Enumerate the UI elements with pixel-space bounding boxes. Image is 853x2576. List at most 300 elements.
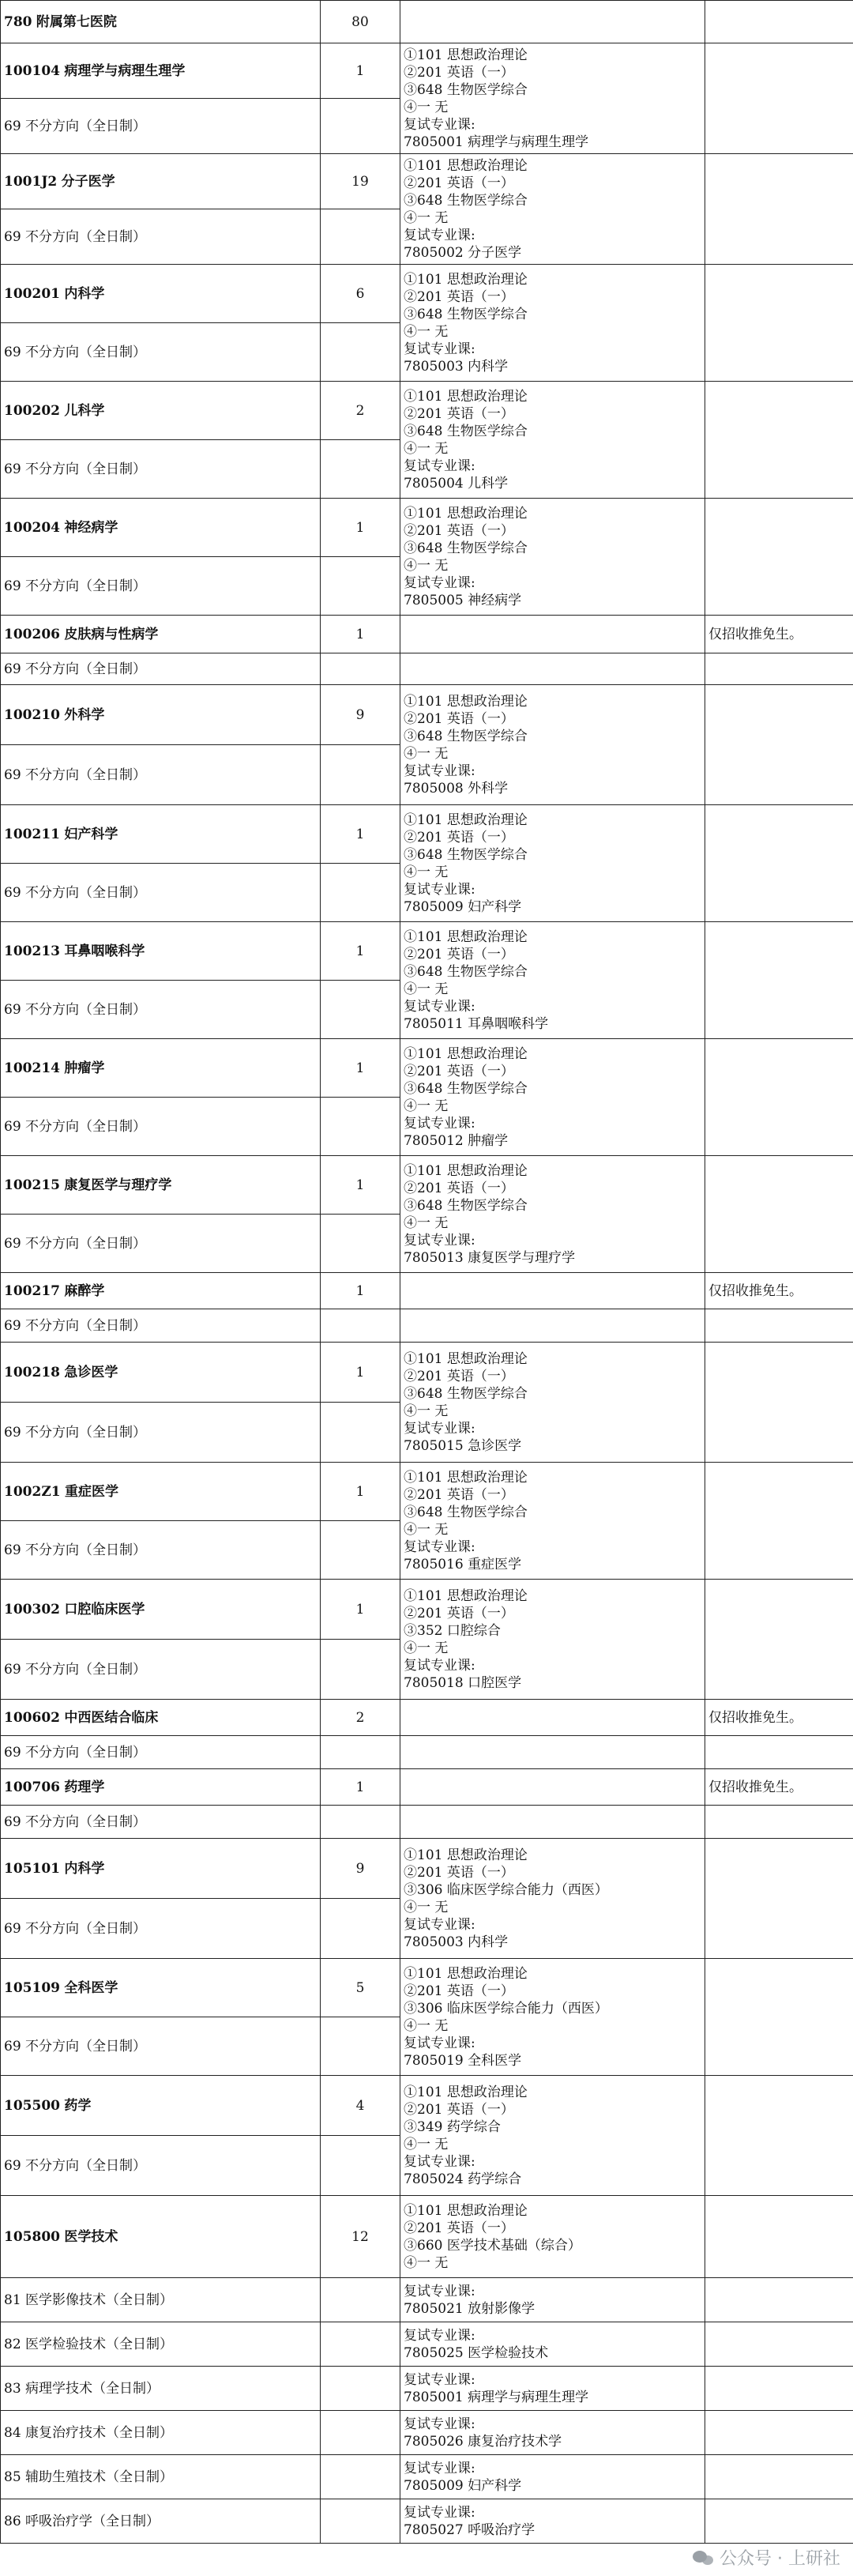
direction-cell: 69 不分方向（全日制）: [1, 323, 321, 382]
quota-cell: [321, 2278, 400, 2322]
direction-cell: 81 医学影像技术（全日制）: [1, 2278, 321, 2322]
major-row: [1, 2076, 853, 2136]
direction-cell: 82 医学检验技术（全日制）: [1, 2322, 321, 2367]
exam-subject-line: ①101 思想政治理论: [404, 1965, 528, 1982]
major-cell: [1, 1463, 321, 1521]
exam-subjects-cell: [400, 922, 705, 1039]
exam-subject-line: ④一 无: [404, 745, 449, 762]
exam-subject-line: ①101 思想政治理论: [404, 271, 528, 288]
remarks-cell: 仅招收推免生。: [705, 616, 853, 653]
watermark-text: 公众号 · 上研社: [720, 2549, 840, 2569]
major-cell: [1, 1839, 321, 1899]
exam-subject-line: 7805004 儿科学: [404, 475, 509, 491]
exam-subject-line: ④一 无: [404, 1215, 449, 1231]
exam-subjects-cell: [400, 805, 705, 922]
major-code: 100213: [4, 943, 60, 959]
exam-subject-line: ④一 无: [404, 1640, 449, 1656]
exam-subject-line: 7805005 神经病学: [404, 592, 522, 608]
major-code: 105101: [4, 1860, 60, 1877]
quota-cell: [321, 1736, 400, 1769]
direction-cell: 69 不分方向（全日制）: [1, 440, 321, 499]
exam-subject-line: ②201 英语（一）: [404, 522, 514, 539]
remarks-cell: [705, 2499, 853, 2544]
major-code: 100215: [4, 1177, 60, 1193]
remarks-cell: [705, 1959, 853, 2076]
remarks-cell: [705, 805, 853, 922]
major-cell: [1, 922, 321, 981]
exam-subject-line: ③306 临床医学综合能力（西医）: [404, 2000, 608, 2017]
exam-subject-line: 复试专业课:: [404, 1232, 475, 1248]
exam-subject-line: ①101 思想政治理论: [404, 1350, 528, 1367]
direction-row: [1, 2367, 853, 2411]
exam-subject-line: ④一 无: [404, 864, 449, 880]
major-name: 分子医学: [61, 173, 115, 190]
department-row: [1, 1, 853, 43]
quota-cell: 4: [321, 2076, 400, 2136]
exam-subjects-cell: [400, 2196, 705, 2278]
exam-subject-line: 7805016 重症医学: [404, 1556, 522, 1572]
exam-subject-line: ④一 无: [404, 1403, 449, 1419]
exam-subject-line: 7805002 分子医学: [404, 244, 522, 261]
major-cell: [1, 43, 321, 99]
remarks-cell: [705, 922, 853, 1039]
quota-cell: [321, 2017, 400, 2076]
exam-subject-line: ②201 英语（一）: [404, 710, 514, 727]
direction-cell: 84 康复治疗技术（全日制）: [1, 2411, 321, 2455]
exam-subject-line: 7805009 妇产科学: [404, 2477, 522, 2494]
remarks-cell: [705, 154, 853, 265]
major-row: [1, 922, 853, 981]
major-code: 100201: [4, 285, 60, 302]
major-cell: [1, 2196, 321, 2278]
direction-cell: 69 不分方向（全日制）: [1, 653, 321, 685]
quota-cell: [321, 1806, 400, 1839]
direction-cell: 69 不分方向（全日制）: [1, 864, 321, 922]
exam-subject-line: ③648 生物医学综合: [404, 423, 528, 439]
exam-subject-line: 复试专业课:: [404, 2153, 475, 2170]
exam-subject-line: ③648 生物医学综合: [404, 540, 528, 556]
exam-subject-line: ④一 无: [404, 2136, 449, 2152]
exam-subject-line: ②201 英语（一）: [404, 405, 514, 422]
exam-subjects-cell: [400, 1039, 705, 1156]
quota-cell: 2: [321, 1700, 400, 1736]
major-row: [1, 154, 853, 209]
exam-subject-line: ①101 思想政治理论: [404, 47, 528, 63]
quota-cell: [321, 1899, 400, 1959]
major-code: 100104: [4, 62, 60, 79]
major-name: 重症医学: [64, 1483, 118, 1500]
quota-cell: 1: [321, 805, 400, 864]
exam-subjects-cell: [400, 154, 705, 265]
remarks-cell: [705, 43, 853, 154]
exam-subject-line: 复试专业课:: [404, 881, 475, 898]
remarks-cell: [705, 2322, 853, 2367]
exam-subjects-cell: [400, 265, 705, 382]
major-code: 100206: [4, 626, 60, 642]
exam-subjects-cell: [400, 1, 705, 43]
exam-subjects-cell: [400, 2499, 705, 2544]
exam-subject-line: ①101 思想政治理论: [404, 388, 528, 405]
exam-subjects-cell: [400, 1806, 705, 1839]
remarks-cell: [705, 1736, 853, 1769]
direction-cell: 69 不分方向（全日制）: [1, 99, 321, 154]
remarks-cell: [705, 685, 853, 805]
exam-subject-line: ④一 无: [404, 209, 449, 226]
direction-row: [1, 2499, 853, 2544]
exam-subjects-cell: [400, 1736, 705, 1769]
quota-cell: 1: [321, 1463, 400, 1521]
major-cell: [1, 1273, 321, 1309]
exam-subject-line: ①101 思想政治理论: [404, 505, 528, 522]
remarks-cell: [705, 1580, 853, 1700]
major-cell: [1, 1769, 321, 1806]
exam-subjects-cell: [400, 43, 705, 154]
quota-cell: 1: [321, 1769, 400, 1806]
exam-subject-line: 复试专业课:: [404, 2416, 475, 2432]
major-cell: [1, 1343, 321, 1403]
major-code: 105800: [4, 2228, 60, 2245]
exam-subjects-cell: [400, 2411, 705, 2455]
exam-subject-line: ②201 英语（一）: [404, 829, 514, 845]
quota-cell: [321, 2455, 400, 2499]
exam-subject-line: 7805021 放射影像学: [404, 2300, 535, 2317]
major-name: 内科学: [64, 285, 105, 302]
major-cell: [1, 499, 321, 557]
quota-cell: [321, 1521, 400, 1580]
direction-cell: 69 不分方向（全日制）: [1, 557, 321, 616]
major-code: 100217: [4, 1282, 60, 1299]
major-code: 100214: [4, 1060, 60, 1076]
exam-subject-line: ②201 英语（一）: [404, 64, 514, 81]
exam-subject-line: ①101 思想政治理论: [404, 1469, 528, 1486]
major-row: [1, 1039, 853, 1098]
quota-cell: [321, 864, 400, 922]
quota-cell: 1: [321, 1039, 400, 1098]
major-row: [1, 1580, 853, 1640]
direction-cell: 69 不分方向（全日制）: [1, 1736, 321, 1769]
exam-subject-line: ③648 生物医学综合: [404, 81, 528, 98]
major-cell: [1, 1959, 321, 2017]
exam-subjects-cell: [400, 616, 705, 653]
exam-subject-line: 复试专业课:: [404, 227, 475, 243]
major-code: 105500: [4, 2097, 60, 2114]
exam-subject-line: ②201 英语（一）: [404, 175, 514, 191]
exam-subject-line: ④一 无: [404, 99, 449, 115]
exam-subject-line: ②201 英语（一）: [404, 1864, 514, 1881]
quota-cell: [321, 745, 400, 805]
major-name: 药理学: [64, 1779, 105, 1795]
major-row: [1, 1769, 853, 1806]
quota-cell: 5: [321, 1959, 400, 2017]
major-name: 皮肤病与性病学: [64, 626, 159, 642]
major-name: 病理学与病理生理学: [64, 62, 186, 79]
major-code: 105109: [4, 1979, 60, 1996]
exam-subject-line: 复试专业课:: [404, 1657, 475, 1674]
exam-subjects-cell: [400, 499, 705, 616]
exam-subject-line: ③306 临床医学综合能力（西医）: [404, 1881, 608, 1898]
direction-cell: 83 病理学技术（全日制）: [1, 2367, 321, 2411]
remarks-cell: [705, 653, 853, 685]
direction-row: [1, 2411, 853, 2455]
major-name: 外科学: [64, 706, 105, 723]
major-row: [1, 1273, 853, 1309]
major-cell: [1, 1156, 321, 1215]
remarks-cell: [705, 1, 853, 43]
exam-subject-line: 复试专业课:: [404, 2327, 475, 2344]
exam-subject-line: ③648 生物医学综合: [404, 1197, 528, 1214]
exam-subject-line: 复试专业课:: [404, 1916, 475, 1933]
major-name: 妇产科学: [64, 826, 118, 842]
quota-cell: [321, 1215, 400, 1273]
wechat-icon: [693, 2549, 715, 2567]
direction-cell: 69 不分方向（全日制）: [1, 1098, 321, 1156]
exam-subject-line: ③349 药学综合: [404, 2118, 501, 2135]
watermark: [693, 2545, 840, 2570]
exam-subject-line: ②201 英语（一）: [404, 1063, 514, 1079]
exam-subject-line: 7805013 康复医学与理疗学: [404, 1249, 576, 1266]
major-row: [1, 616, 853, 653]
exam-subject-line: ②201 英语（一）: [404, 2101, 514, 2118]
exam-subjects-cell: [400, 1309, 705, 1343]
exam-subjects-cell: [400, 2278, 705, 2322]
major-cell: [1, 805, 321, 864]
direction-row: [1, 653, 853, 685]
exam-subject-line: 7805009 妇产科学: [404, 898, 522, 915]
exam-subject-line: ③648 生物医学综合: [404, 963, 528, 980]
remarks-cell: [705, 2076, 853, 2196]
exam-subject-line: 复试专业课:: [404, 2460, 475, 2476]
exam-subject-line: 7805012 肿瘤学: [404, 1132, 509, 1149]
direction-cell: 85 辅助生殖技术（全日制）: [1, 2455, 321, 2499]
major-code: 100211: [4, 826, 60, 842]
exam-subject-line: 复试专业课:: [404, 2371, 475, 2388]
department-cell: [1, 1, 321, 43]
quota-cell: [321, 1640, 400, 1700]
exam-subjects-cell: [400, 1463, 705, 1580]
remarks-cell: [705, 265, 853, 382]
major-code: 100204: [4, 519, 60, 536]
exam-subject-line: 复试专业课:: [404, 763, 475, 779]
direction-cell: 69 不分方向（全日制）: [1, 1215, 321, 1273]
direction-cell: 69 不分方向（全日制）: [1, 1806, 321, 1839]
major-name: 全科医学: [64, 1979, 118, 1996]
remarks-cell: [705, 2455, 853, 2499]
major-name: 耳鼻咽喉科学: [64, 943, 145, 959]
exam-subjects-cell: [400, 1959, 705, 2076]
direction-cell: 69 不分方向（全日制）: [1, 2017, 321, 2076]
remarks-cell: 仅招收推免生。: [705, 1700, 853, 1736]
exam-subject-line: ①101 思想政治理论: [404, 1045, 528, 1062]
exam-subject-line: ④一 无: [404, 1899, 449, 1915]
major-code: 100210: [4, 706, 60, 723]
major-code: 100218: [4, 1364, 60, 1380]
exam-subject-line: ②201 英语（一）: [404, 1486, 514, 1503]
major-cell: [1, 616, 321, 653]
exam-subject-line: 复试专业课:: [404, 458, 475, 474]
remarks-cell: [705, 1463, 853, 1580]
major-row: [1, 805, 853, 864]
exam-subjects-cell: [400, 2322, 705, 2367]
major-name: 康复医学与理疗学: [64, 1177, 172, 1193]
major-cell: [1, 1580, 321, 1640]
quota-cell: 9: [321, 685, 400, 745]
exam-subjects-cell: [400, 653, 705, 685]
exam-subject-line: ③648 生物医学综合: [404, 1504, 528, 1520]
quota-cell: 80: [321, 1, 400, 43]
exam-subject-line: ④一 无: [404, 1521, 449, 1538]
remarks-cell: [705, 2278, 853, 2322]
exam-subject-line: 复试专业课:: [404, 574, 475, 591]
quota-cell: [321, 2367, 400, 2411]
major-name: 急诊医学: [64, 1364, 118, 1380]
exam-subject-line: 复试专业课:: [404, 2504, 475, 2521]
quota-cell: 1: [321, 616, 400, 653]
quota-cell: 1: [321, 922, 400, 981]
exam-subjects-cell: [400, 1156, 705, 1273]
quota-cell: [321, 2322, 400, 2367]
major-cell: [1, 382, 321, 440]
exam-subject-line: 7805027 呼吸治疗学: [404, 2521, 535, 2538]
exam-subject-line: ①101 思想政治理论: [404, 1162, 528, 1179]
major-row: [1, 1156, 853, 1215]
exam-subject-line: 7805003 内科学: [404, 1934, 509, 1950]
quota-cell: 9: [321, 1839, 400, 1899]
remarks-cell: [705, 499, 853, 616]
remarks-cell: 仅招收推免生。: [705, 1769, 853, 1806]
quota-cell: [321, 323, 400, 382]
quota-cell: [321, 209, 400, 265]
exam-subject-line: ③648 生物医学综合: [404, 728, 528, 744]
remarks-cell: [705, 1309, 853, 1343]
direction-cell: 69 不分方向（全日制）: [1, 1521, 321, 1580]
exam-subject-line: ①101 思想政治理论: [404, 2202, 528, 2219]
quota-cell: 19: [321, 154, 400, 209]
exam-subject-line: ③660 医学技术基础（综合）: [404, 2237, 581, 2254]
major-name: 神经病学: [64, 519, 118, 536]
exam-subject-line: ③352 口腔综合: [404, 1622, 501, 1639]
direction-row: [1, 1806, 853, 1839]
department-code: 780: [4, 13, 32, 30]
direction-cell: 69 不分方向（全日制）: [1, 1309, 321, 1343]
major-name: 医学技术: [64, 2228, 118, 2245]
major-row: [1, 382, 853, 440]
major-code: 1001J2: [4, 173, 58, 190]
quota-cell: 2: [321, 382, 400, 440]
major-row: [1, 1959, 853, 2017]
exam-subject-line: 7805001 病理学与病理生理学: [404, 2389, 589, 2405]
major-name: 麻醉学: [64, 1282, 105, 1299]
quota-cell: [321, 99, 400, 154]
quota-cell: [321, 653, 400, 685]
major-cell: [1, 1039, 321, 1098]
major-row: [1, 499, 853, 557]
quota-cell: 1: [321, 1273, 400, 1309]
exam-subject-line: 7805008 外科学: [404, 780, 509, 797]
major-cell: [1, 2076, 321, 2136]
major-row: [1, 1700, 853, 1736]
remarks-cell: 仅招收推免生。: [705, 1273, 853, 1309]
exam-subject-line: 复试专业课:: [404, 1115, 475, 1132]
major-cell: [1, 154, 321, 209]
exam-subject-line: ④一 无: [404, 1098, 449, 1114]
major-code: 100706: [4, 1779, 60, 1795]
exam-subject-line: ④一 无: [404, 557, 449, 574]
major-row: [1, 265, 853, 323]
exam-subject-line: 复试专业课:: [404, 116, 475, 133]
exam-subjects-cell: [400, 1769, 705, 1806]
major-cell: [1, 265, 321, 323]
direction-cell: 69 不分方向（全日制）: [1, 1640, 321, 1700]
exam-subject-line: 复试专业课:: [404, 998, 475, 1015]
exam-subjects-cell: [400, 1580, 705, 1700]
major-row: [1, 43, 853, 99]
exam-subject-line: 7805015 急诊医学: [404, 1437, 522, 1454]
major-row: [1, 685, 853, 745]
exam-subject-line: 7805026 康复治疗技术学: [404, 2433, 562, 2450]
exam-subject-line: ④一 无: [404, 2017, 449, 2034]
exam-subjects-cell: [400, 685, 705, 805]
exam-subject-line: ①101 思想政治理论: [404, 693, 528, 710]
remarks-cell: [705, 2196, 853, 2278]
remarks-cell: [705, 382, 853, 499]
quota-cell: 1: [321, 43, 400, 99]
major-cell: [1, 685, 321, 745]
quota-cell: [321, 981, 400, 1039]
major-name: 内科学: [64, 1860, 105, 1877]
exam-subject-line: 复试专业课:: [404, 2283, 475, 2299]
quota-cell: [321, 1309, 400, 1343]
direction-row: [1, 2322, 853, 2367]
remarks-cell: [705, 1343, 853, 1463]
exam-subject-line: ③648 生物医学综合: [404, 1080, 528, 1097]
major-row: [1, 2196, 853, 2278]
exam-subject-line: 7805018 口腔医学: [404, 1674, 522, 1691]
remarks-cell: [705, 2367, 853, 2411]
exam-subject-line: ②201 英语（一）: [404, 288, 514, 305]
exam-subjects-cell: [400, 1343, 705, 1463]
exam-subject-line: 7805003 内科学: [404, 358, 509, 375]
direction-cell: 69 不分方向（全日制）: [1, 981, 321, 1039]
exam-subject-line: ①101 思想政治理论: [404, 157, 528, 174]
major-code: 100302: [4, 1601, 60, 1618]
exam-subject-line: ②201 英语（一）: [404, 1605, 514, 1621]
major-name: 药学: [64, 2097, 92, 2114]
exam-subject-line: ③648 生物医学综合: [404, 192, 528, 209]
direction-cell: 69 不分方向（全日制）: [1, 1403, 321, 1463]
exam-subject-line: 7805001 病理学与病理生理学: [404, 134, 589, 150]
major-row: [1, 1343, 853, 1403]
exam-subject-line: 7805025 医学检验技术: [404, 2344, 549, 2361]
quota-cell: [321, 557, 400, 616]
quota-cell: [321, 2499, 400, 2544]
remarks-cell: [705, 2411, 853, 2455]
direction-cell: 69 不分方向（全日制）: [1, 209, 321, 265]
major-name: 中西医结合临床: [64, 1709, 159, 1726]
direction-cell: 86 呼吸治疗学（全日制）: [1, 2499, 321, 2544]
exam-subject-line: 复试专业课:: [404, 1420, 475, 1437]
exam-subject-line: ①101 思想政治理论: [404, 1847, 528, 1863]
major-code: 100602: [4, 1709, 60, 1726]
exam-subject-line: ④一 无: [404, 440, 449, 457]
exam-subjects-cell: [400, 1273, 705, 1309]
exam-subject-line: ②201 英语（一）: [404, 946, 514, 962]
major-code: 1002Z1: [4, 1483, 61, 1500]
exam-subject-line: ①101 思想政治理论: [404, 2084, 528, 2100]
major-row: [1, 1839, 853, 1899]
direction-row: [1, 1309, 853, 1343]
exam-subject-line: ①101 思想政治理论: [404, 928, 528, 945]
exam-subjects-cell: [400, 1839, 705, 1959]
